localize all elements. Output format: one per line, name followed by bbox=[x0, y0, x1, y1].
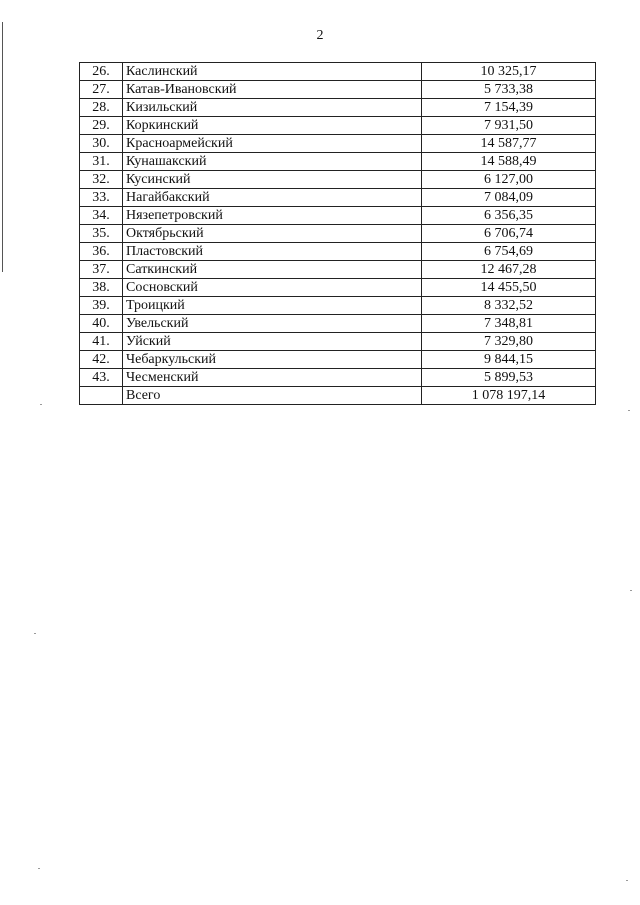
district-name: Катав-Ивановский bbox=[123, 81, 422, 99]
row-number: 43. bbox=[80, 369, 123, 387]
table-row bbox=[80, 63, 596, 81]
row-number: 41. bbox=[80, 333, 123, 351]
row-number: 36. bbox=[80, 243, 123, 261]
amount-value: 7 329,80 bbox=[422, 333, 596, 351]
amount-value: 14 588,49 bbox=[422, 153, 596, 171]
row-number: 29. bbox=[80, 117, 123, 135]
table-row bbox=[80, 243, 596, 261]
amount-value: 10 325,17 bbox=[422, 63, 596, 81]
district-name: Уйский bbox=[123, 333, 422, 351]
district-name: Сосновский bbox=[123, 279, 422, 297]
table-row bbox=[80, 297, 596, 315]
scan-speck bbox=[40, 404, 42, 405]
district-name: Октябрьский bbox=[123, 225, 422, 243]
table-row bbox=[80, 369, 596, 387]
table-row bbox=[80, 315, 596, 333]
budget-table bbox=[79, 62, 596, 405]
table-body bbox=[80, 63, 596, 405]
row-number: 26. bbox=[80, 63, 123, 81]
table-row bbox=[80, 135, 596, 153]
scan-speck bbox=[38, 868, 40, 869]
row-number: 31. bbox=[80, 153, 123, 171]
amount-value: 6 706,74 bbox=[422, 225, 596, 243]
table-row bbox=[80, 171, 596, 189]
amount-value: 1 078 197,14 bbox=[422, 387, 596, 405]
district-name: Нязепетровский bbox=[123, 207, 422, 225]
amount-value: 5 733,38 bbox=[422, 81, 596, 99]
amount-value: 7 154,39 bbox=[422, 99, 596, 117]
district-name: Красноармейский bbox=[123, 135, 422, 153]
row-number: 40. bbox=[80, 315, 123, 333]
row-number: 39. bbox=[80, 297, 123, 315]
amount-value: 5 899,53 bbox=[422, 369, 596, 387]
row-number: 38. bbox=[80, 279, 123, 297]
table-row bbox=[80, 189, 596, 207]
table-row bbox=[80, 261, 596, 279]
district-name: Кунашакский bbox=[123, 153, 422, 171]
amount-value: 6 127,00 bbox=[422, 171, 596, 189]
district-name: Чебаркульский bbox=[123, 351, 422, 369]
amount-value: 14 455,50 bbox=[422, 279, 596, 297]
row-number: 32. bbox=[80, 171, 123, 189]
page-number: 2 bbox=[316, 28, 324, 43]
district-name: Увельский bbox=[123, 315, 422, 333]
table-row bbox=[80, 153, 596, 171]
district-name: Кизильский bbox=[123, 99, 422, 117]
amount-value: 8 332,52 bbox=[422, 297, 596, 315]
scan-speck bbox=[630, 590, 632, 591]
amount-value: 7 084,09 bbox=[422, 189, 596, 207]
table-row bbox=[80, 225, 596, 243]
row-number: 35. bbox=[80, 225, 123, 243]
amount-value: 6 754,69 bbox=[422, 243, 596, 261]
scan-speck bbox=[628, 410, 630, 411]
table-row bbox=[80, 207, 596, 225]
row-number: 33. bbox=[80, 189, 123, 207]
scan-speck bbox=[34, 633, 36, 634]
row-number: 28. bbox=[80, 99, 123, 117]
district-name: Саткинский bbox=[123, 261, 422, 279]
amount-value: 12 467,28 bbox=[422, 261, 596, 279]
table-row bbox=[80, 81, 596, 99]
table-row bbox=[80, 351, 596, 369]
row-number: 27. bbox=[80, 81, 123, 99]
district-name: Каслинский bbox=[123, 63, 422, 81]
row-number: 34. bbox=[80, 207, 123, 225]
table-row bbox=[80, 279, 596, 297]
table-row bbox=[80, 117, 596, 135]
district-name: Нагайбакский bbox=[123, 189, 422, 207]
amount-value: 9 844,15 bbox=[422, 351, 596, 369]
row-number bbox=[80, 387, 123, 405]
table-row bbox=[80, 333, 596, 351]
district-name: Пластовский bbox=[123, 243, 422, 261]
amount-value: 6 356,35 bbox=[422, 207, 596, 225]
table-row bbox=[80, 99, 596, 117]
row-number: 30. bbox=[80, 135, 123, 153]
district-name: Троицкий bbox=[123, 297, 422, 315]
district-name: Коркинский bbox=[123, 117, 422, 135]
district-name: Всего bbox=[123, 387, 422, 405]
row-number: 42. bbox=[80, 351, 123, 369]
total-row bbox=[80, 387, 596, 405]
amount-value: 7 348,81 bbox=[422, 315, 596, 333]
scan-speck bbox=[626, 880, 628, 881]
district-name: Кусинский bbox=[123, 171, 422, 189]
amount-value: 14 587,77 bbox=[422, 135, 596, 153]
district-name: Чесменский bbox=[123, 369, 422, 387]
scan-edge-line bbox=[2, 22, 3, 272]
row-number: 37. bbox=[80, 261, 123, 279]
amount-value: 7 931,50 bbox=[422, 117, 596, 135]
